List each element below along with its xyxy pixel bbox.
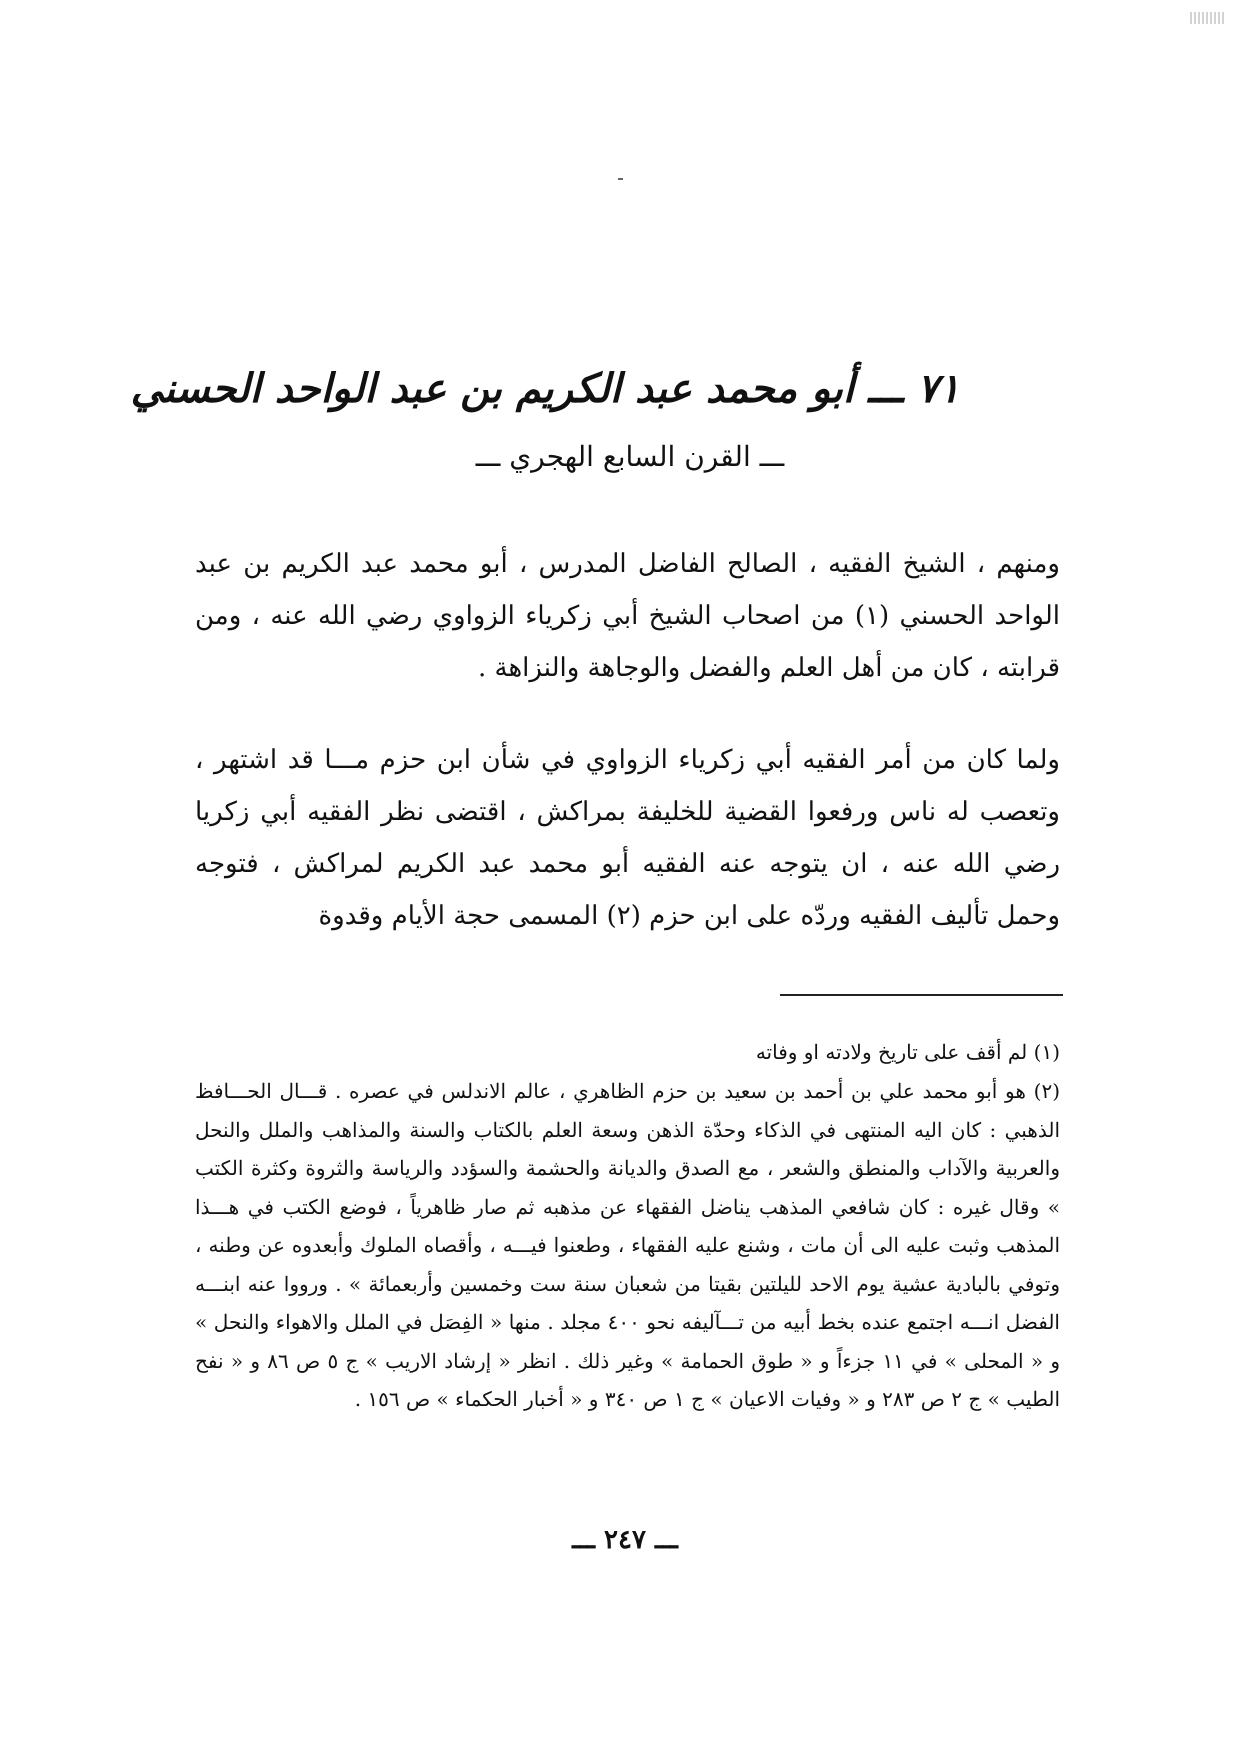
footnote-1: (١) لم أقف على تاريخ ولادته او وفاته — [755, 1040, 1060, 1064]
footnote-divider — [780, 994, 1063, 996]
body-paragraph-2: ولما كان من أمر الفقيه أبي زكرياء الزواوي في شأن ابن حزم مـــا قد اشتهر ، وتعصب له ناس ورفعوا القضية للخليفة بمراكش ، اقتضى نظر الفقيه أبي زكريا رضي الله عنه ، ان يتوجه عنه الفقيه أبو محمد عبد الكريم لمراكش ، فتوجه وحمل تأليف الفقيه وردّه على ابن حزم (٢) المسمى حجة الأيام وقدوة — [195, 745, 1060, 931]
scan-speck — [618, 178, 623, 180]
body-paragraph-1: ومنهم ، الشيخ الفقيه ، الصالح الفاضل المدرس ، أبو محمد عبد الكريم بن عبد الواحد الحسني (١) من اصحاب الشيخ أبي زكرياء الزواوي رضي الله عنه ، ومن قرابته ، كان من أهل العلم والفضل والوجاهة والنزاهة . — [195, 549, 1060, 683]
chapter-subtitle: ـــ القرن السابع الهجري ـــ — [475, 440, 785, 473]
footnote-2: (٢) هو أبو محمد علي بن أحمد بن سعيد بن حزم الظاهري ، عالم الاندلس في عصره . قـــال الحـــافظ الذهبي : كان اليه المنتهى في الذكاء وحدّة الذهن وسعة العلم بالكتاب والسنة والمذاهب والملل والنحل والعربية والآداب والمنطق والشعر ، مع الصدق والديانة والحشمة والسؤدد والرياسة والثروة وكثرة الكتب » وقال غيره : كان شافعي المذهب يناضل الفقهاء عن مذهبه ثم صار ظاهرياً ، فوضع الكتب في هـــذا المذهب وثبت عليه الى أن مات ، وشنع عليه الفقهاء ، وطعنوا فيـــه ، وأقصاه الملوك وأبعدوه عن وطنه ، وتوفي بالبادية عشية يوم الاحد لليلتين بقيتا من شعبان سنة ست وخمسين وأربعمائة » . ورووا عنه ابنـــه الفضل انـــه اجتمع عنده بخط أبيه من تـــآليفه نحو ٤٠٠ مجلد . منها « الفِصَل في الملل والاهواء والنحل » و « المحلى » في ١١ جزءاً و « طوق الحمامة » وغير ذلك . انظر « إرشاد الاريب » ج ٥ ص ٨٦ و « نفح الطيب » ج ٢ ص ٢٨٣ و « وفيات الاعيان » ج ١ ص ٣٤٠ و « أخبار الحكماء » ص ١٥٦ . — [195, 1079, 1060, 1411]
chapter-title: ٧١ ـــ أبو محمد عبد الكريم بن عبد الواحد الحسني — [130, 365, 960, 412]
page-number: ـــ ٢٤٧ ـــ — [572, 1525, 678, 1555]
scan-artifact — [1190, 12, 1226, 24]
